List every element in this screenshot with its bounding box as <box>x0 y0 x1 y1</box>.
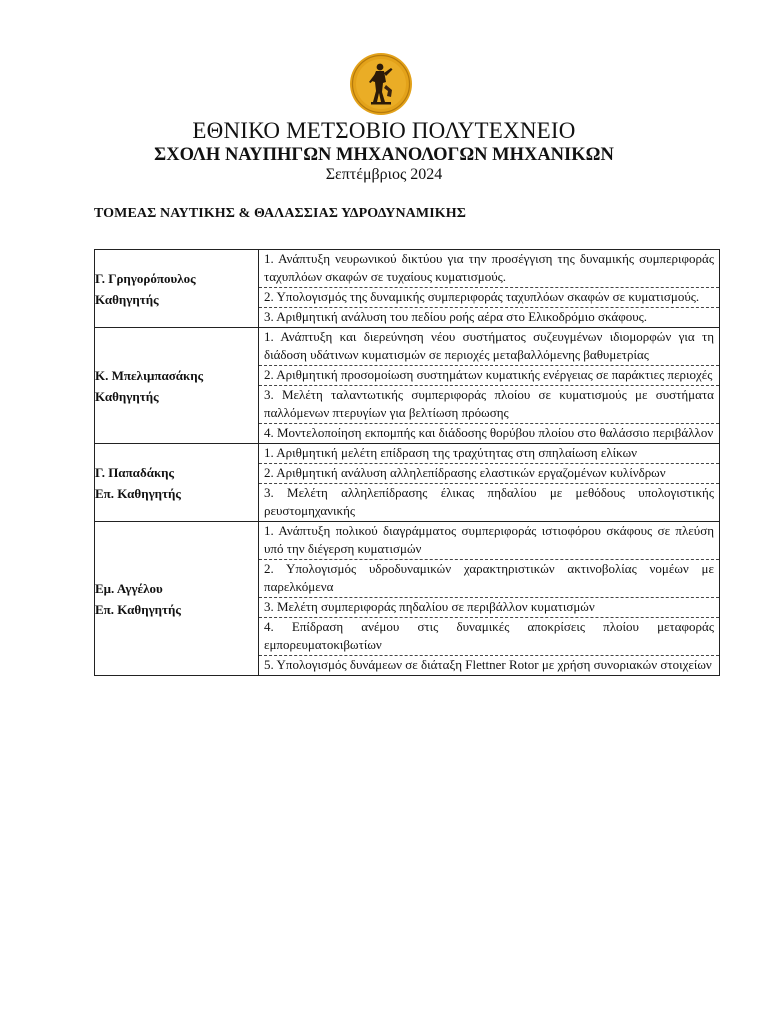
topics-cell <box>259 328 720 444</box>
thesis-topic: 1. Ανάπτυξη και διερεύνηση νέου συστήματος συζευγμένων ιδιομορφών για τη διάδοση υδάτινων κυματισμών σε περιοχές μεταβαλλόμενης βαθυμετρίας <box>259 328 719 366</box>
professor-cell <box>95 522 259 676</box>
professor-rank: Επ. Καθηγητής <box>95 601 181 617</box>
thesis-topic: 3. Μελέτη αλληλεπίδρασης έλικας πηδαλίου με μεθόδους υπολογιστικής ρευστομηχανικής <box>264 485 714 518</box>
professor-name: Γ. Παπαδάκης <box>95 464 175 480</box>
thesis-topic: 4. Επίδραση ανέμου στις δυναμικές αποκρίσεις πλοίου μεταφοράς εμπορευματοκιβωτίων <box>259 618 719 656</box>
professor-cell <box>95 328 259 444</box>
thesis-topic: 1. Ανάπτυξη πολικού διαγράμματος συμπεριφοράς ιστιοφόρου σκάφους σε πλεύση υπό την διέγερση κυματισμών <box>259 522 719 560</box>
date-line: Σεπτέμβριος 2024 <box>325 166 443 183</box>
department-heading: ΤΟΜΕΑΣ ΝΑΥΤΙΚΗΣ & ΘΑΛΑΣΣΙΑΣ ΥΔΡΟΔΥΝΑΜΙΚΗΣ <box>94 206 466 221</box>
thesis-topic: 1. Αριθμητική μελέτη επίδραση της τραχύτητας στη σπηλαίωση ελίκων <box>259 444 719 464</box>
thesis-topic: 3. Αριθμητική ανάλυση του πεδίου ροής αέρα στο Ελικοδρόμιο σκάφους. <box>264 309 648 324</box>
thesis-topic: 4. Μοντελοποίηση εκπομπής και διάδοσης θορύβου πλοίου στο θαλάσσιο περιβάλλον <box>264 425 714 440</box>
thesis-topics-table <box>94 249 720 676</box>
ntua-emblem-icon <box>349 52 413 116</box>
professor-name: Γ. Γρηγορόπουλος <box>95 270 196 286</box>
table-row <box>95 250 720 328</box>
professor-name: Εμ. Αγγέλου <box>95 580 163 596</box>
topics-cell <box>259 250 720 328</box>
professor-rank: Καθηγητής <box>95 291 159 307</box>
table-row <box>95 444 720 522</box>
topics-cell <box>259 522 720 676</box>
thesis-topic: 1. Ανάπτυξη νευρωνικού δικτύου για την προσέγγιση της δυναμικής συμπεριφοράς ταχυπλόων σκαφών σε τυχαίους κυματισμούς. <box>259 250 719 288</box>
professor-cell <box>95 250 259 328</box>
table-row <box>95 328 720 444</box>
table-row <box>95 522 720 676</box>
school-title: ΣΧΟΛΗ ΝΑΥΠΗΓΩΝ ΜΗΧΑΝΟΛΟΓΩΝ ΜΗΧΑΝΙΚΩΝ <box>154 145 614 165</box>
thesis-topic: 3. Μελέτη ταλαντωτικής συμπεριφοράς πλοίου σε κυματισμούς με συστήματα παλλόμενων πτερυγίων για βελτίωση πρόωσης <box>259 386 719 424</box>
professor-name: Κ. Μπελιμπασάκης <box>95 367 204 383</box>
topics-cell <box>259 444 720 522</box>
professor-rank: Επ. Καθηγητής <box>95 485 181 501</box>
thesis-topic: 2. Υπολογισμός υδροδυναμικών χαρακτηριστικών ακτινοβολίας νομέων με παρελκόμενα <box>259 560 719 598</box>
thesis-topic: 5. Υπολογισμός δυνάμεων σε διάταξη Flettner Rotor με χρήση συνοριακών στοιχείων <box>264 657 712 672</box>
professor-rank: Καθηγητής <box>95 388 159 404</box>
thesis-topic: 2. Αριθμητική ανάλυση αλληλεπίδρασης ελαστικών εργαζομένων κυλίνδρων <box>259 464 719 484</box>
thesis-topic: 2. Υπολογισμός της δυναμικής συμπεριφοράς ταχυπλόων σκαφών σε κυματισμούς. <box>259 288 719 308</box>
university-title: ΕΘΝΙΚΟ ΜΕΤΣΟΒΙΟ ΠΟΛΥΤΕΧΝΕΙΟ <box>192 118 576 143</box>
professor-cell <box>95 444 259 522</box>
thesis-topic: 3. Μελέτη συμπεριφοράς πηδαλίου σε περιβάλλον κυματισμών <box>259 598 719 618</box>
thesis-topic: 2. Αριθμητική προσομοίωση συστημάτων κυματικής ενέργειας σε παράκτιες περιοχές <box>259 366 719 386</box>
